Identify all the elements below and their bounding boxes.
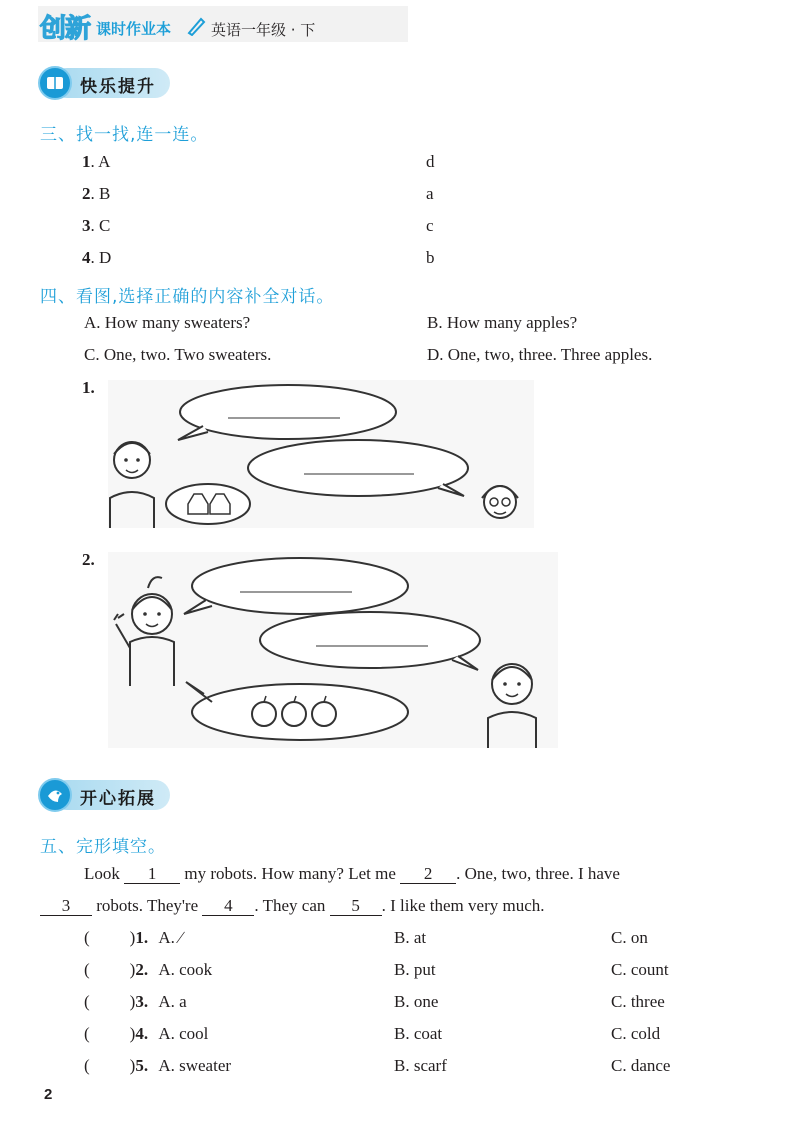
q3-right-4: b bbox=[426, 248, 435, 267]
choice-5-b: B. scarf bbox=[394, 1056, 447, 1075]
q3-right-2: a bbox=[426, 184, 434, 203]
q3-right-1: d bbox=[426, 152, 435, 171]
q3-right-3: c bbox=[426, 216, 434, 235]
q3-left-2: 2. B bbox=[82, 184, 111, 203]
choice-4-c: C. cold bbox=[611, 1024, 661, 1043]
choice-row-5: ( )5. A. sweater bbox=[84, 1056, 232, 1075]
q4-option-c: C. One, two. Two sweaters. bbox=[84, 345, 272, 364]
q3-left-3: 3. C bbox=[82, 216, 111, 235]
pic1-number: 1. bbox=[82, 378, 95, 397]
q4-option-b: B. How many apples? bbox=[427, 313, 578, 332]
dialogue-picture-2 bbox=[108, 552, 558, 748]
book-icon bbox=[38, 66, 72, 100]
choice-row-3: ( )3. A. a bbox=[84, 992, 187, 1011]
q4-title: 四、看图,选择正确的内容补全对话。 bbox=[40, 287, 335, 307]
q3-left-1: 1. A bbox=[82, 152, 111, 171]
section-title-happy: 快乐提升 bbox=[80, 77, 156, 97]
logo-text: 创新 bbox=[40, 14, 91, 44]
blank-3: 3 bbox=[40, 897, 92, 916]
choice-row-4: ( )4. A. cool bbox=[84, 1024, 209, 1043]
pen-icon bbox=[186, 16, 206, 36]
choice-row-1: ( )1. A. ∕ bbox=[84, 928, 182, 947]
blank-1: 1 bbox=[124, 865, 180, 884]
pic2-number: 2. bbox=[82, 550, 95, 569]
choice-2-b: B. put bbox=[394, 960, 436, 979]
q3-left-4: 4. D bbox=[82, 248, 112, 267]
logo-subtitle: 课时作业本 bbox=[96, 20, 172, 38]
page-number: 2 bbox=[44, 1086, 53, 1103]
bird-icon bbox=[38, 778, 72, 812]
blank-5: 5 bbox=[330, 897, 382, 916]
blank-2: 2 bbox=[400, 865, 456, 884]
choice-5-c: C. dance bbox=[611, 1056, 671, 1075]
choice-1-b: B. at bbox=[394, 928, 427, 947]
grade-label: 英语一年级 · 下 bbox=[211, 21, 316, 39]
blank-4: 4 bbox=[202, 897, 254, 916]
choice-4-b: B. coat bbox=[394, 1024, 443, 1043]
dialogue-picture-1 bbox=[108, 380, 534, 528]
q3-title: 三、找一找,连一连。 bbox=[40, 125, 209, 145]
choice-row-2: ( )2. A. cook bbox=[84, 960, 213, 979]
choice-3-b: B. one bbox=[394, 992, 439, 1011]
q5-title: 五、完形填空。 bbox=[40, 837, 166, 857]
choice-2-c: C. count bbox=[611, 960, 669, 979]
q4-option-a: A. How many sweaters? bbox=[84, 313, 251, 332]
cloze-line-1: Look 1 my robots. How many? Let me 2 . One, two, three. I have bbox=[84, 864, 620, 883]
q4-option-d: D. One, two, three. Three apples. bbox=[427, 345, 653, 364]
cloze-line-2: 3 robots. They're 4 . They can 5 . I like them very much. bbox=[40, 896, 750, 916]
choice-3-c: C. three bbox=[611, 992, 665, 1011]
section-title-expand: 开心拓展 bbox=[80, 789, 156, 809]
choice-1-c: C. on bbox=[611, 928, 648, 947]
